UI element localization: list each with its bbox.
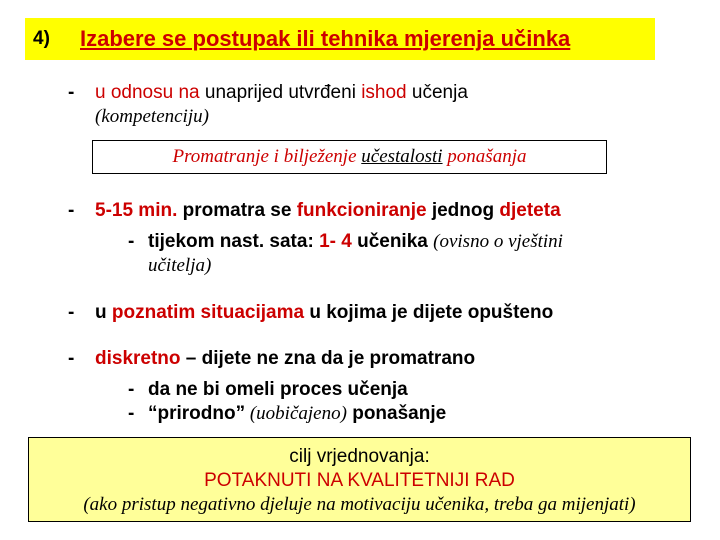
bullet-2-sub-part: učenika <box>351 231 434 252</box>
bullet-2-sub-part: tijekom nast. sata: <box>148 231 320 252</box>
observation-box <box>92 140 607 174</box>
title-number: 4) <box>33 28 50 49</box>
bullet-4-sub-2-part: “prirodno” <box>148 403 246 424</box>
bullet-3-line <box>95 302 553 324</box>
title-text: Izabere se postupak ili tehnika mjerenja učinka <box>80 26 571 51</box>
bullet-4-sub-1: da ne bi omeli proces učenja <box>148 379 408 400</box>
bullet-1-line <box>95 82 468 104</box>
sub-bullet-dash: - <box>128 231 135 252</box>
bullet-1-part: ishod <box>361 82 407 103</box>
observation-underlined: učestalosti <box>361 146 443 167</box>
bullet-2-part: funkcioniranje <box>296 200 427 221</box>
bullet-4-part: diskretno <box>95 348 181 369</box>
bullet-dash: - <box>68 348 75 369</box>
bullet-3-part: u <box>95 302 112 323</box>
bullet-3-part: poznatim situacijama <box>111 302 305 323</box>
bullet-4-line <box>95 348 475 370</box>
sub-bullet-dash: - <box>128 379 135 400</box>
observation-part: Promatranje i bilježenje <box>172 146 362 167</box>
bullet-4-sub-2-part: ponašanje <box>346 403 447 424</box>
bullet-2-part: 5-15 min. <box>95 200 178 221</box>
bullet-2-sub-italic: (ovisno o vještini <box>433 231 563 252</box>
bullet-dash: - <box>68 82 75 103</box>
observation-text <box>173 146 527 168</box>
bullet-2-sub-line <box>148 231 563 253</box>
bullet-1-part: učenja <box>406 82 468 103</box>
bullet-1-part: u odnosu na <box>95 82 200 103</box>
observation-part: ponašanja <box>442 146 527 167</box>
bullet-4-part: – dijete ne zna da je promatrano <box>180 348 476 369</box>
bullet-2-part: djeteta <box>499 200 561 221</box>
goal-box <box>28 437 691 522</box>
bullet-1-italic: (kompetenciju) <box>95 106 209 127</box>
goal-label: cilj vrjednovanja: <box>289 446 430 467</box>
bullet-2-sub-italic-cont: učitelja) <box>148 255 212 276</box>
bullet-2-part: promatra se <box>177 200 297 221</box>
bullet-1-part: unaprijed utvrđeni <box>199 82 362 103</box>
sub-bullet-dash: - <box>128 403 135 424</box>
bullet-4-sub-2 <box>148 403 446 425</box>
goal-note: (ako pristup negativno djeluje na motivaciju učenika, treba ga mijenjati) <box>83 494 636 515</box>
bullet-dash: - <box>68 200 75 221</box>
bullet-2-sub-part: 1- 4 <box>319 231 352 252</box>
bullet-3-part: u kojima je dijete opušteno <box>304 302 554 323</box>
goal-headline: POTAKNUTI NA KVALITETNIJI RAD <box>204 470 515 491</box>
title-box <box>25 18 655 60</box>
bullet-2-part: jednog <box>426 200 500 221</box>
bullet-4-sub-2-italic: (uobičajeno) <box>245 403 347 424</box>
bullet-2-line <box>95 200 561 222</box>
bullet-dash: - <box>68 302 75 323</box>
